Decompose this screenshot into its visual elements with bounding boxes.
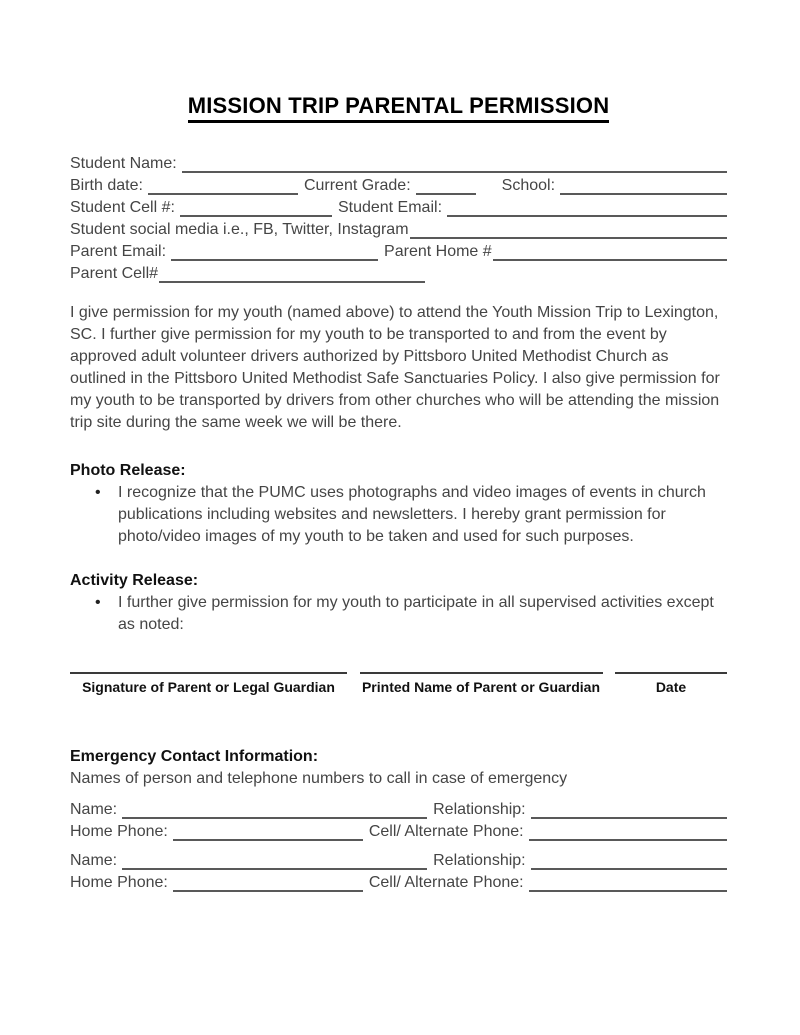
relationship-label: Relationship: <box>433 852 526 869</box>
school-label: School: <box>501 177 556 194</box>
bullet-icon: • <box>95 594 101 611</box>
student-email-field[interactable] <box>447 197 727 217</box>
parent-home-field[interactable] <box>493 241 727 261</box>
student-email-label: Student Email: <box>337 199 443 216</box>
student-info-section <box>70 153 727 285</box>
parent-home-label: Parent Home # <box>384 243 492 260</box>
photo-release-bullet-item <box>70 482 727 548</box>
home-phone-label: Home Phone: <box>70 874 168 891</box>
student-name-label: Student Name: <box>70 155 177 172</box>
contact-1-name-field[interactable] <box>122 799 427 819</box>
photo-release-heading: Photo Release: <box>70 462 186 479</box>
contact-1-home-phone-field[interactable] <box>173 821 363 841</box>
parent-cell-field[interactable] <box>159 263 425 283</box>
student-cell-label: Student Cell #: <box>70 199 175 216</box>
name-label: Name: <box>70 801 118 818</box>
printed-name-label: Printed Name of Parent or Guardian <box>361 679 601 695</box>
photo-release-text: I recognize that the PUMC uses photographs and video images of events in church publications including websites and newsletters. I hereby grant permission for photo/video images of my youth to be taken and used for such purposes. <box>118 484 706 545</box>
student-cell-field[interactable] <box>180 197 332 217</box>
current-grade-label: Current Grade: <box>303 177 411 194</box>
page-title-text: MISSION TRIP PARENTAL PERMISSION <box>188 93 610 123</box>
contact-2-name-field[interactable] <box>122 850 427 870</box>
bullet-icon: • <box>95 484 101 501</box>
social-media-field[interactable] <box>410 219 727 239</box>
emergency-contact-description: Names of person and telephone numbers to call in case of emergency <box>70 770 568 787</box>
student-name-row <box>70 153 727 175</box>
social-media-label: Student social media i.e., FB, Twitter, Instagram <box>70 221 409 238</box>
date-column <box>615 650 727 696</box>
date-field[interactable] <box>615 650 727 674</box>
contact-2-home-phone-field[interactable] <box>173 872 363 892</box>
home-phone-label: Home Phone: <box>70 823 168 840</box>
name-label: Name: <box>70 852 118 869</box>
contact-1-phone-row <box>70 821 727 843</box>
page-title <box>70 93 727 123</box>
printed-name-column <box>360 650 603 696</box>
cell-alternate-phone-label: Cell/ Alternate Phone: <box>368 823 524 840</box>
cell-email-row <box>70 197 727 219</box>
parent-cell-label: Parent Cell# <box>70 265 159 282</box>
activity-release-bullet-item <box>70 592 727 636</box>
emergency-contact-2 <box>70 850 727 894</box>
permission-paragraph: I give permission for my youth (named above) to attend the Youth Mission Trip to Lexington, SC. I further give permission for my youth to be transported to and from the event by approved adult volunteer drivers authorized by Pittsboro United Methodist Church as outlined in the Pittsboro United Methodist Safe Sanctuaries Policy. I also give permission for my youth to be transported by drivers from other churches who will be attending the mission trip site during the same week we will be there. <box>70 304 720 431</box>
contact-2-phone-row <box>70 872 727 894</box>
emergency-contact-1 <box>70 799 727 843</box>
school-field[interactable] <box>560 175 727 195</box>
cell-alternate-phone-label: Cell/ Alternate Phone: <box>368 874 524 891</box>
signature-label: Signature of Parent or Legal Guardian <box>82 679 335 695</box>
contact-2-cell-phone-field[interactable] <box>529 872 727 892</box>
parent-email-home-row <box>70 241 727 263</box>
contact-1-relationship-field[interactable] <box>531 799 727 819</box>
birth-date-label: Birth date: <box>70 177 143 194</box>
contact-1-cell-phone-field[interactable] <box>529 821 727 841</box>
social-media-row <box>70 219 727 241</box>
birth-date-field[interactable] <box>148 175 298 195</box>
student-name-field[interactable] <box>182 153 727 173</box>
signature-column <box>70 650 347 696</box>
relationship-label: Relationship: <box>433 801 526 818</box>
activity-release-text: I further give permission for my youth to participate in all supervised activities except as noted: <box>118 594 714 633</box>
birth-grade-school-row <box>70 175 727 197</box>
parent-email-label: Parent Email: <box>70 243 167 260</box>
contact-2-relationship-field[interactable] <box>531 850 727 870</box>
date-label: Date <box>655 679 687 695</box>
contact-1-name-row <box>70 799 727 821</box>
activity-release-heading: Activity Release: <box>70 572 199 589</box>
signature-field[interactable] <box>70 650 347 674</box>
emergency-contact-heading: Emergency Contact Information: <box>70 748 319 765</box>
signature-block <box>70 650 727 696</box>
parent-email-field[interactable] <box>171 241 378 261</box>
printed-name-field[interactable] <box>360 650 603 674</box>
contact-2-name-row <box>70 850 727 872</box>
current-grade-field[interactable] <box>416 175 476 195</box>
parent-cell-row <box>70 263 727 285</box>
